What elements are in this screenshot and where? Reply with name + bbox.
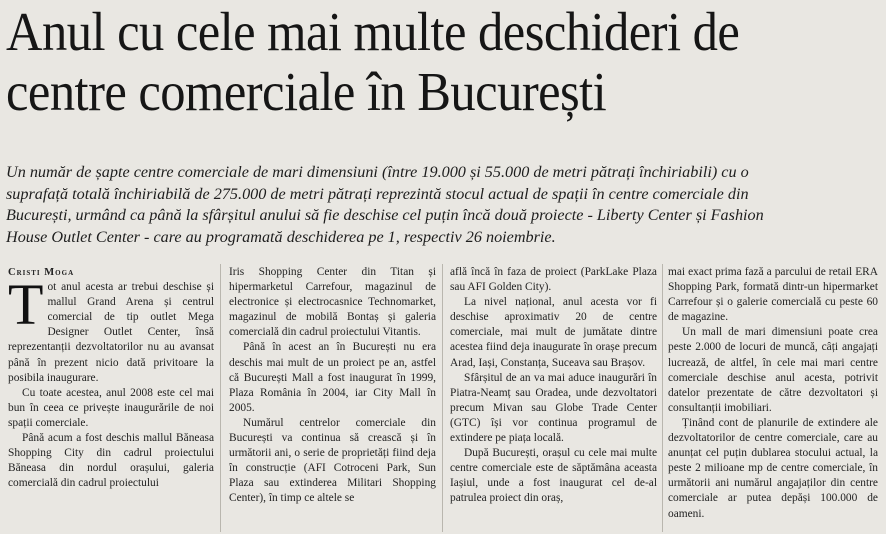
column-divider [442, 264, 443, 532]
paragraph: La nivel național, anul acesta vor fi deschise aproximativ 20 de centre comerciale, mai mult de jumătate dintre acestea fiind deja inaugurate în orașe precum Arad, Iași, Constanța, Suceava sau Brașov. [450, 296, 657, 369]
paragraph: Numărul centrelor comerciale din București va continua să crească și în următorii ani, o serie de proprietăți fiind deja în construcție (AFI Cotroceni Park, Sun Plaza sau extinderea Militari Shopping Center), în timp ce altele se [229, 416, 436, 505]
headline-line-2: centre comerciale în București [6, 61, 607, 122]
lead-line-4: House Outlet Center - care au programată deschiderea pe 1, respectiv 26 noiembrie. [6, 227, 556, 246]
lead-line-2: suprafață totală închiriabilă de 275.000 de metri pătrați reprezintă stocul actual de spații în centre comerciale din [6, 184, 749, 203]
paragraph: află încă în faza de proiect (ParkLake Plaza sau AFI Golden City). [450, 266, 657, 294]
article-headline [6, 2, 806, 122]
article-lead [6, 162, 866, 248]
column-divider [220, 264, 221, 532]
drop-cap: T [8, 272, 44, 338]
headline-line-1: Anul cu cele mai multe deschideri de [6, 1, 740, 62]
paragraph: Până în acest an în București nu era deschis mai mult de un proiect pe an, astfel că București Mall a fost inaugurat în 1999, Plaza România în 2004, iar City Mall în 2005. [229, 341, 436, 414]
paragraph: mai exact prima fază a parcului de retail ERA Shopping Park, formată dintr-un hipermarket Carrefour și o galerie comercială cu peste 60 de magazine. [668, 266, 878, 324]
paragraph: Cu toate acestea, anul 2008 este cel mai bun în ceea ce privește inaugurările de noi spații comerciale. [8, 386, 214, 429]
paragraph: Sfârșitul de an va mai aduce inaugurări în Piatra-Neamț sau Oradea, unde dezvoltatori precum Mivan sau Globe Trade Center (GTC) își vor continua programul de extindere pe piața locală. [450, 371, 657, 445]
lead-line-1: Un număr de șapte centre comerciale de mari dimensiuni (între 19.000 și 55.000 de metri pătrați închiriabili) cu o [6, 163, 749, 181]
article-column-3 [450, 265, 657, 533]
paragraph-text: ot anul acesta ar trebui deschise și mallul Grand Arena și centrul comercial de tip outlet Mega Designer Outlet Center, însă reprezentanții dezvoltatorilor nu au avansat până în prezent nicio dată privitoare la posibila inaugurare. [8, 281, 214, 384]
article-column-2 [229, 265, 436, 533]
article-column-1 [8, 265, 214, 533]
lead-line-3: București, urmând ca până la sfârșitul anului să fie deschise cel puțin încă două proiecte - Liberty Center și Fashion [6, 206, 764, 224]
paragraph: Un mall de mari dimensiuni poate crea peste 2.000 de locuri de muncă, câți angajați lucrează, de altfel, în cele mai mari centre comerciale deschise anul acesta, potrivit datelor prezentate de către dezvoltatori și consultanții imobiliari. [668, 326, 878, 414]
article-column-4 [668, 265, 878, 533]
paragraph: După București, orașul cu cele mai multe centre comerciale este de săptămâna aceasta Iașiul, unde a fost inaugurat cel de-al patrulea proiect din oraș, [450, 447, 657, 505]
author-byline: Cristi Moga [8, 267, 75, 278]
paragraph: Ținând cont de planurile de extindere ale dezvoltatorilor de centre comerciale, care au anunțat cel puțin dublarea stocului actual, la peste 2 milioane mp de centre comerciale, în următorii ani numărul angajaților din centre comerciale ar putea depăși 100.000 de oameni. [668, 416, 878, 520]
paragraph: Iris Shopping Center din Titan și hipermarketul Carrefour, magazinul de electronice și electrocasnice Technomarket, magazinul de mobilă Bontaș și galeria comercială din cadrul proiectului Vitantis. [229, 266, 436, 339]
column-divider [662, 264, 663, 532]
paragraph: Până acum a fost deschis mallul Băneasa Shopping City din cadrul proiectului Băneasa din nordul orașului, galeria comercială din cadrul proiectului [8, 432, 214, 490]
